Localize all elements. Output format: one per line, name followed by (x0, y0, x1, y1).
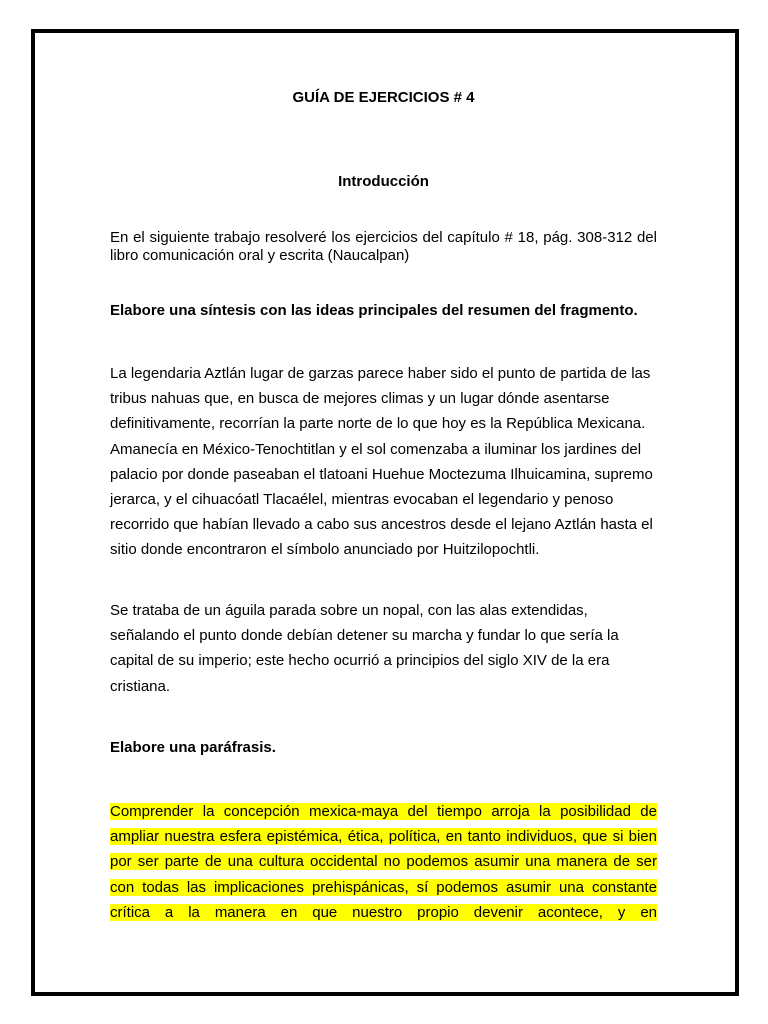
highlighted-paragraph (110, 799, 657, 925)
page-title: GUÍA DE EJERCICIOS # 4 (292, 89, 475, 106)
intro-paragraph: En el siguiente trabajo resolveré los ejercicios del capítulo # 18, pág. 308-312 del libro comunicación oral y escrita (Naucalpan) (110, 229, 657, 264)
section-title: Introducción (338, 173, 429, 190)
heading-synthesis: Elabore una síntesis con las ideas principales del resumen del fragmento. (110, 302, 638, 319)
page-content-area (35, 33, 735, 954)
page-border (31, 29, 739, 996)
heading-paraphrase: Elabore una paráfrasis. (110, 739, 276, 756)
body-paragraph-1: La legendaria Aztlán lugar de garzas parece haber sido el punto de partida de las tribus nahuas que, en busca de mejores climas y un lugar dónde asentarse definitivamente, recorrían la parte norte de lo que hoy es la República Mexicana. Amanecía en México-Tenochtitlan y el sol comenzaba a iluminar los jardines del palacio por donde paseaban el tlatoani Huehue Moctezuma Ilhuicamina, supremo jerarca, y el cihuacóatl Tlacaélel, mientras evocaban el legendario y penoso recorrido que habían llevado a cabo sus ancestros desde el lejano Aztlán hasta el sitio donde encontraron el símbolo anunciado por Huitzilopochtli. (110, 365, 653, 559)
highlighted-text: Comprender la concepción mexica-maya del tiempo arroja la posibilidad de ampliar nuestra esfera epistémica, ética, política, en tanto individuos, que si bien por ser parte de una cultura occidental no podemos asumir una manera de ser con todas las implicaciones prehispánicas, sí podemos asumir una constante crítica a la manera en que nuestro propio devenir acontece, y en (110, 803, 657, 921)
body-paragraph-2: Se trataba de un águila parada sobre un nopal, con las alas extendidas, señalando el punto donde debían detener su marcha y fundar lo que sería la capital de su imperio; este hecho ocurrió a principios del siglo XIV de la era cristiana. (110, 602, 619, 695)
